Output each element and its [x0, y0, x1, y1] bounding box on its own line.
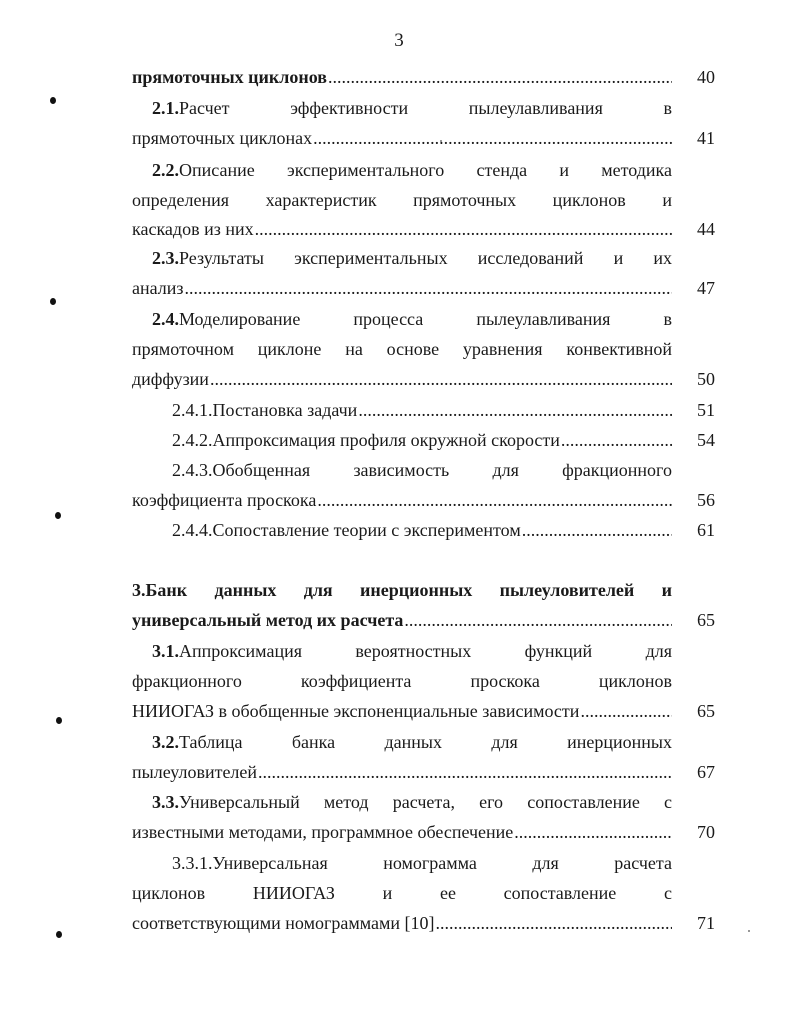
- page-ref: 40: [697, 67, 715, 87]
- toc-line: НИИОГАЗ в обобщенные экспоненциальные зависимости .....: [132, 696, 672, 726]
- toc-line: каскадов из них .....: [132, 214, 672, 244]
- scan-mark: [50, 298, 56, 305]
- toc-line: 2.4.3.Обобщенная зависимость для фракционного: [172, 460, 672, 480]
- toc-line: диффузии .....: [132, 364, 672, 394]
- page-ref: 71: [697, 913, 715, 933]
- toc-line: 2.4.1.Постановка задачи .....: [172, 395, 672, 425]
- toc-line: соответствующими номограммами [10] .....: [132, 908, 672, 938]
- page-ref: 67: [697, 762, 715, 782]
- toc-line: пылеуловителей .....: [132, 757, 672, 787]
- scan-mark: [55, 512, 61, 519]
- scan-mark: [56, 931, 62, 938]
- scan-mark: [50, 97, 56, 104]
- toc-line: фракционного коэффициента проскока циклонов: [132, 671, 672, 691]
- toc-line: известными методами, программное обеспечение .....: [132, 817, 672, 847]
- page-ref: 47: [697, 278, 715, 298]
- toc-line: 3.1.Аппроксимация вероятностных функций для: [152, 641, 672, 661]
- toc-line: коэффициента проскока .....: [132, 485, 672, 515]
- toc-line: 3.3.1.Универсальная номограмма для расчета: [172, 853, 672, 873]
- page-ref: 56: [697, 490, 715, 510]
- scan-speck: [440, 140, 442, 142]
- toc-line: определения характеристик прямоточных циклонов и: [132, 190, 672, 210]
- toc-line: 2.4.4.Сопоставление теории с экспериментом .....: [172, 515, 672, 545]
- page-ref: 70: [697, 822, 715, 842]
- toc-line: анализ .....: [132, 273, 672, 303]
- page-ref: 61: [697, 520, 715, 540]
- toc-line: прямоточных циклонов .....: [132, 62, 672, 92]
- page-ref: 51: [697, 400, 715, 420]
- toc-line: 2.1.Расчет эффективности пылеулавливания в: [152, 98, 672, 118]
- toc-line: 3.2.Таблица банка данных для инерционных: [152, 732, 672, 752]
- toc-line: 2.3.Результаты экспериментальных исследований и их: [152, 248, 672, 268]
- page-ref: 50: [697, 369, 715, 389]
- toc-line: универсальный метод их расчета .....: [132, 605, 672, 635]
- toc-line: 2.4.Моделирование процесса пылеулавливания в: [152, 309, 672, 329]
- page-ref: 65: [697, 701, 715, 721]
- scan-speck: [748, 930, 750, 932]
- toc-line: 3.3.Универсальный метод расчета, его сопоставление с: [152, 792, 672, 812]
- toc-line: 2.4.2.Аппроксимация профиля окружной скорости .....: [172, 425, 672, 455]
- page-ref: 54: [697, 430, 715, 450]
- toc-line: циклонов НИИОГАЗ и ее сопоставление с: [132, 883, 672, 903]
- toc-line: 3.Банк данных для инерционных пылеуловителей и: [132, 580, 672, 600]
- page-ref: 65: [697, 610, 715, 630]
- page-number: 3: [394, 30, 404, 51]
- toc-line: 2.2.Описание экспериментального стенда и методика: [152, 160, 672, 180]
- toc-line: прямоточном циклоне на основе уравнения конвективной: [132, 339, 672, 359]
- page-ref: 41: [697, 128, 715, 148]
- toc-line: прямоточных циклонах .....: [132, 123, 672, 153]
- page-ref: 44: [697, 219, 715, 239]
- scan-mark: [56, 717, 62, 724]
